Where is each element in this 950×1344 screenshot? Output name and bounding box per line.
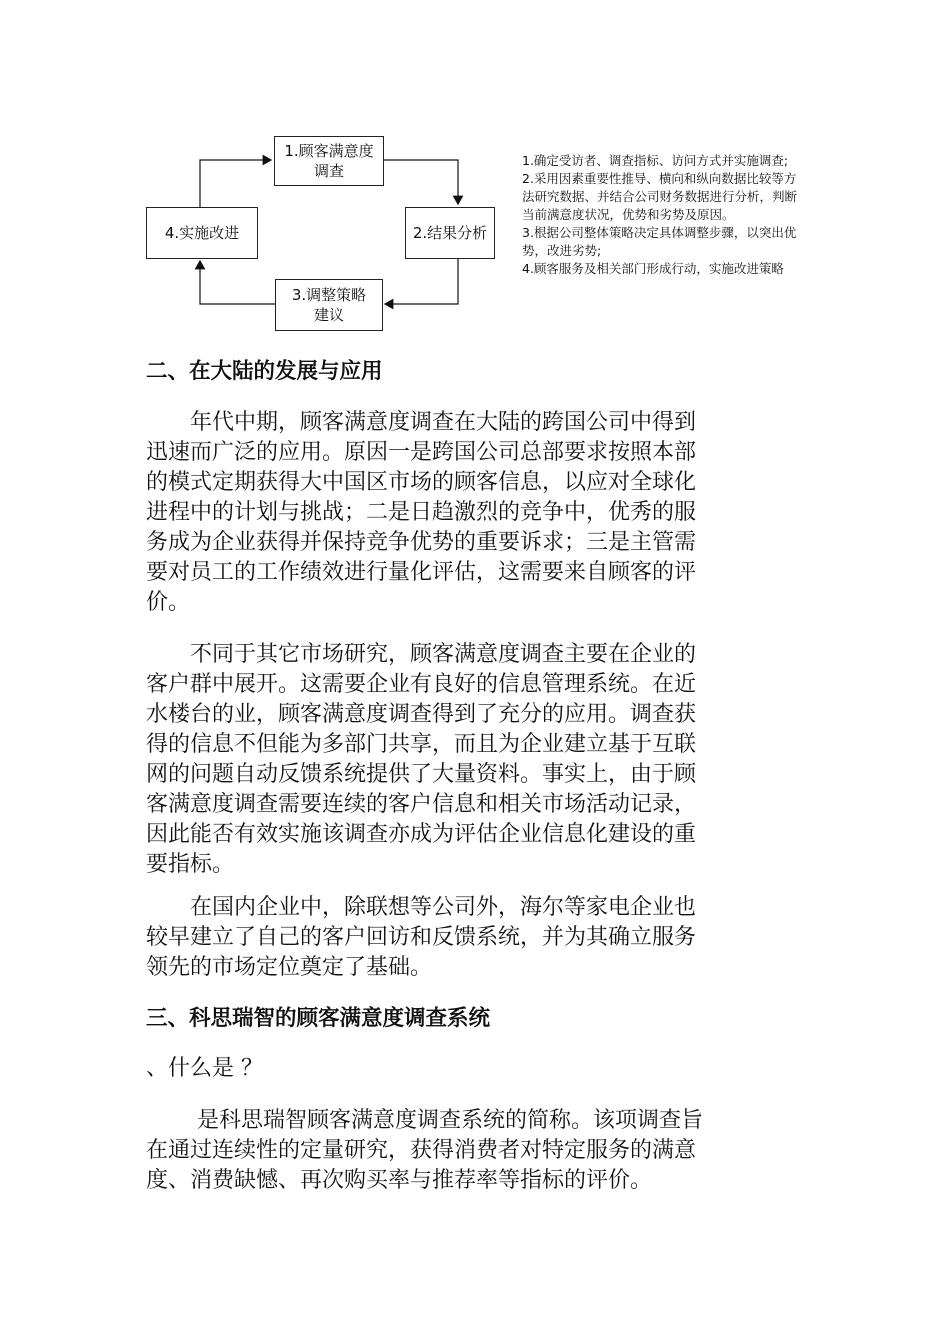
text-line: 要对员工的工作绩效进行量化评估，这需要来自顾客的评	[146, 560, 697, 585]
step-box-adjust-strategy	[275, 279, 383, 331]
text-line: 水楼台的业，顾客满意度调查得到了充分的应用。调查获	[146, 702, 697, 727]
paragraph-mainland-1	[146, 408, 796, 618]
note-line: 2.采用因素重要性推导、横向和纵向数据比较等方	[522, 171, 797, 186]
text-line: 是科思瑞智顾客满意度调查系统的简称。该项调查旨	[146, 1108, 703, 1133]
arrow-3-to-4	[200, 261, 275, 304]
text-line: 要指标。	[146, 852, 235, 877]
text-line: 在国内企业中，除联想等公司外，海尔等家电企业也	[146, 895, 697, 920]
note-line: 势，改进劣势;	[522, 243, 602, 258]
section-heading-system: 三、科思瑞智的顾客满意度调查系统	[146, 1006, 491, 1031]
step-box-implement	[146, 207, 258, 259]
text-line: 在通过连续性的定量研究，获得消费者对特定服务的满意	[146, 1138, 697, 1163]
satisfaction-cycle-diagram	[140, 128, 880, 338]
paragraph-mainland-2	[146, 640, 796, 880]
step-box-survey	[274, 136, 384, 186]
text-line: 客户群中展开。这需要企业有良好的信息管理系统。在近	[146, 672, 697, 697]
text-line: 因此能否有效实施该调查亦成为评估企业信息化建设的重	[146, 822, 697, 847]
step-box-adjust-line2: 建议	[313, 306, 344, 324]
step-box-analysis-label: 2.结果分析	[412, 224, 488, 242]
text-line: 较早建立了自己的客户回访和反馈系统，并为其确立服务	[146, 925, 697, 950]
arrow-4-to-1	[200, 160, 271, 207]
arrow-2-to-3	[385, 258, 458, 304]
text-line: 客满意度调查需要连续的客户信息和相关市场活动记录，	[146, 792, 697, 817]
subheading-what-is: 、什么是 ？	[146, 1056, 263, 1081]
diagram-notes	[522, 152, 878, 278]
arrow-1-to-2	[382, 160, 458, 204]
text-line: 的模式定期获得大中国区市场的顾客信息，以应对全球化	[146, 470, 697, 495]
note-line: 1.确定受访者、调查指标、访问方式并实施调查;	[522, 153, 789, 168]
note-line: 法研究数据、并结合公司财务数据进行分析，判断	[522, 189, 798, 204]
text-line: 价。	[146, 590, 191, 615]
step-box-survey-line2: 调查	[313, 162, 344, 180]
text-line: 领先的市场定位奠定了基础。	[146, 955, 433, 980]
text-line: 度、消费缺憾、再次购买率与推荐率等指标的评价。	[146, 1168, 653, 1193]
text-line: 务成为企业获得并保持竞争优势的重要诉求；三是主管需	[146, 530, 697, 555]
note-line: 当前满意度状况，优势和劣势及原因。	[522, 207, 735, 222]
text-line: 得的信息不但能为多部门共享，而且为企业建立基于互联	[146, 732, 697, 757]
section-heading-mainland: 二、在大陆的发展与应用	[146, 359, 383, 384]
paragraph-mainland-3	[146, 893, 796, 983]
note-line: 4.顾客服务及相关部门形成行动，实施改进策略	[522, 261, 784, 276]
text-line: 网的问题自动反馈系统提供了大量资料。事实上，由于顾	[146, 762, 697, 787]
note-line: 3.根据公司整体策略决定具体调整步骤，以突出优	[522, 225, 797, 240]
step-box-analysis	[405, 207, 495, 259]
step-box-implement-label: 4.实施改进	[164, 224, 240, 242]
text-line: 不同于其它市场研究，顾客满意度调查主要在企业的	[146, 642, 697, 667]
paragraph-system	[146, 1106, 796, 1196]
step-box-survey-line1: 1.顾客满意度	[284, 142, 374, 160]
text-line: 进程中的计划与挑战；二是日趋激烈的竞争中，优秀的服	[146, 500, 697, 525]
text-line: 迅速而广泛的应用。原因一是跨国公司总部要求按照本部	[146, 440, 697, 465]
step-box-adjust-line1: 3.调整策略	[291, 286, 367, 304]
text-line: 年代中期，顾客满意度调查在大陆的跨国公司中得到	[146, 410, 697, 435]
